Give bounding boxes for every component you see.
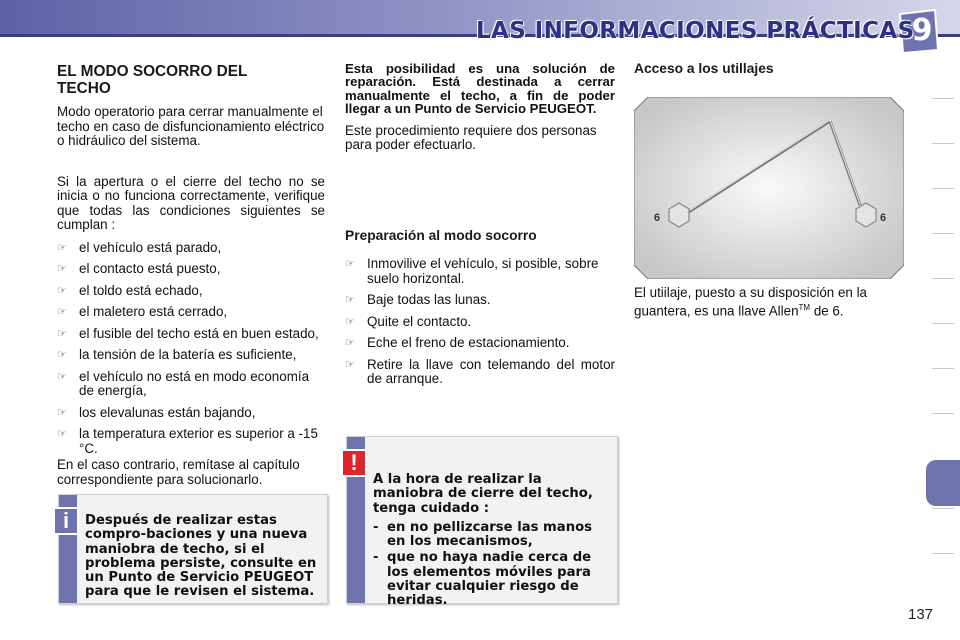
list-item: ☞ Retire la llave con telemando del motor de arranque.	[345, 356, 615, 387]
pointing-hand-icon: ☞	[57, 263, 67, 275]
warning-intro: A la hora de realizar la maniobra de cierre del techo, tenga cuidado :	[373, 472, 593, 516]
warning-item: - en no pellizcarse las manos en los mecanismos,	[373, 519, 592, 550]
tab-divider	[932, 278, 954, 279]
list-item: ☞ la temperatura exterior es superior a -15 °C.	[57, 426, 318, 456]
pointing-hand-icon: ☞	[345, 258, 355, 271]
tab-divider	[932, 413, 954, 414]
tab-divider	[932, 143, 954, 144]
conditions-text: Si la apertura o el cierre del techo no se inicia o no funciona correctamente, verifique que todas las condiciones siguientes se cumplan :	[57, 173, 325, 232]
tools-heading: Acceso a los utillajes	[634, 61, 774, 76]
list-item: ☞ Quite el contacto.	[345, 313, 472, 329]
pointing-hand-icon: ☞	[57, 306, 67, 318]
prep-heading: Preparación al modo socorro	[345, 227, 537, 243]
chapter-number: 9	[911, 13, 933, 48]
caption-end: de 6.	[810, 302, 844, 318]
tab-divider	[932, 508, 954, 509]
warning-item: - que no haya nadie cerca de los elementos móviles para evitar cualquier riesgo de heridas.	[373, 550, 592, 609]
info-text: Después de realizar estas compro-baciones y una nueva maniobra de techo, si el problema persiste, consulte en un Punto de Servicio PEUGEOT para que le revisen el sistema.	[85, 513, 317, 600]
pointing-hand-icon: ☞	[57, 370, 67, 383]
warning-text	[373, 473, 611, 609]
info-icon: i	[53, 507, 79, 535]
trademark-mark: TM	[798, 302, 811, 312]
info-notice-box	[58, 494, 328, 604]
pointing-hand-icon: ☞	[57, 428, 67, 440]
hex-size-label: 6	[654, 212, 661, 224]
column-2	[345, 62, 615, 394]
page-header	[0, 0, 960, 56]
section-heading: EL MODO SOCORRO DEL TECHO	[57, 63, 248, 97]
list-item: ☞ la tensión de la batería es suficiente,	[57, 347, 297, 362]
active-chapter-tab[interactable]	[926, 460, 960, 506]
closing-text: En el caso contrario, remítase al capítulo correspondiente para solucionarlo.	[57, 457, 300, 487]
list-item: ☞ los elevalunas están bajando,	[57, 404, 256, 420]
intro-text: Modo operatorio para cerrar manualmente el techo en caso de disfuncionamiento eléctrico o hidráulico del sistema.	[57, 104, 325, 148]
list-item: ☞ el fusible del techo está en buen estado,	[57, 325, 319, 341]
tab-divider	[932, 233, 954, 234]
warning-notice-box	[346, 436, 618, 609]
list-item: ☞ el contacto está puesto,	[57, 261, 221, 276]
column-3	[634, 62, 906, 77]
pointing-hand-icon: ☞	[345, 337, 355, 350]
lead-bold-text: Esta posibilidad es una solución de reparación. Está destinada a cerrar manualmente el techo, a fin de poder llegar a un Punto de Servicio PEUGEOT.	[345, 61, 615, 117]
tab-divider	[932, 323, 954, 324]
hex-size-label: 6	[880, 212, 887, 224]
lead-text: Este procedimiento requiere dos personas para poder efectuarlo.	[345, 122, 597, 153]
list-item: ☞ Baje todas las lunas.	[345, 292, 491, 308]
pointing-hand-icon: ☞	[57, 241, 67, 254]
pointing-hand-icon: ☞	[345, 294, 355, 307]
list-item: ☞ Inmovilive el vehículo, si posible, sobre suelo horizontal.	[345, 256, 599, 286]
pointing-hand-icon: ☞	[57, 349, 67, 361]
list-item: ☞ el vehículo no está en modo economía de energía,	[57, 368, 310, 398]
list-item: ☞ el vehículo está parado,	[57, 239, 222, 255]
list-item: ☞ el toldo está echado,	[57, 282, 203, 298]
conditions-list	[57, 241, 325, 457]
tab-divider	[932, 368, 954, 369]
list-item: ☞ el maletero está cerrado,	[57, 304, 228, 319]
tab-divider	[932, 188, 954, 189]
illustration-caption	[634, 286, 909, 318]
warning-icon: !	[341, 449, 367, 477]
section-title: LAS INFORMACIONES PRÁCTICAS	[476, 18, 915, 44]
list-item: ☞ Eche el freno de estacionamiento.	[345, 335, 570, 351]
tab-divider	[932, 98, 954, 99]
allen-key-illustration	[634, 97, 904, 279]
pointing-hand-icon: ☞	[345, 358, 355, 371]
caption-text: El utiilaje, puesto a su disposición en la guantera, es una llave Allen	[634, 285, 867, 318]
page-number: 137	[908, 606, 934, 623]
prep-list	[345, 257, 615, 387]
pointing-hand-icon: ☞	[57, 284, 67, 297]
pointing-hand-icon: ☞	[345, 315, 355, 328]
tab-divider	[932, 553, 954, 554]
pointing-hand-icon: ☞	[57, 406, 67, 419]
column-1	[57, 64, 325, 487]
pointing-hand-icon: ☞	[57, 327, 67, 340]
